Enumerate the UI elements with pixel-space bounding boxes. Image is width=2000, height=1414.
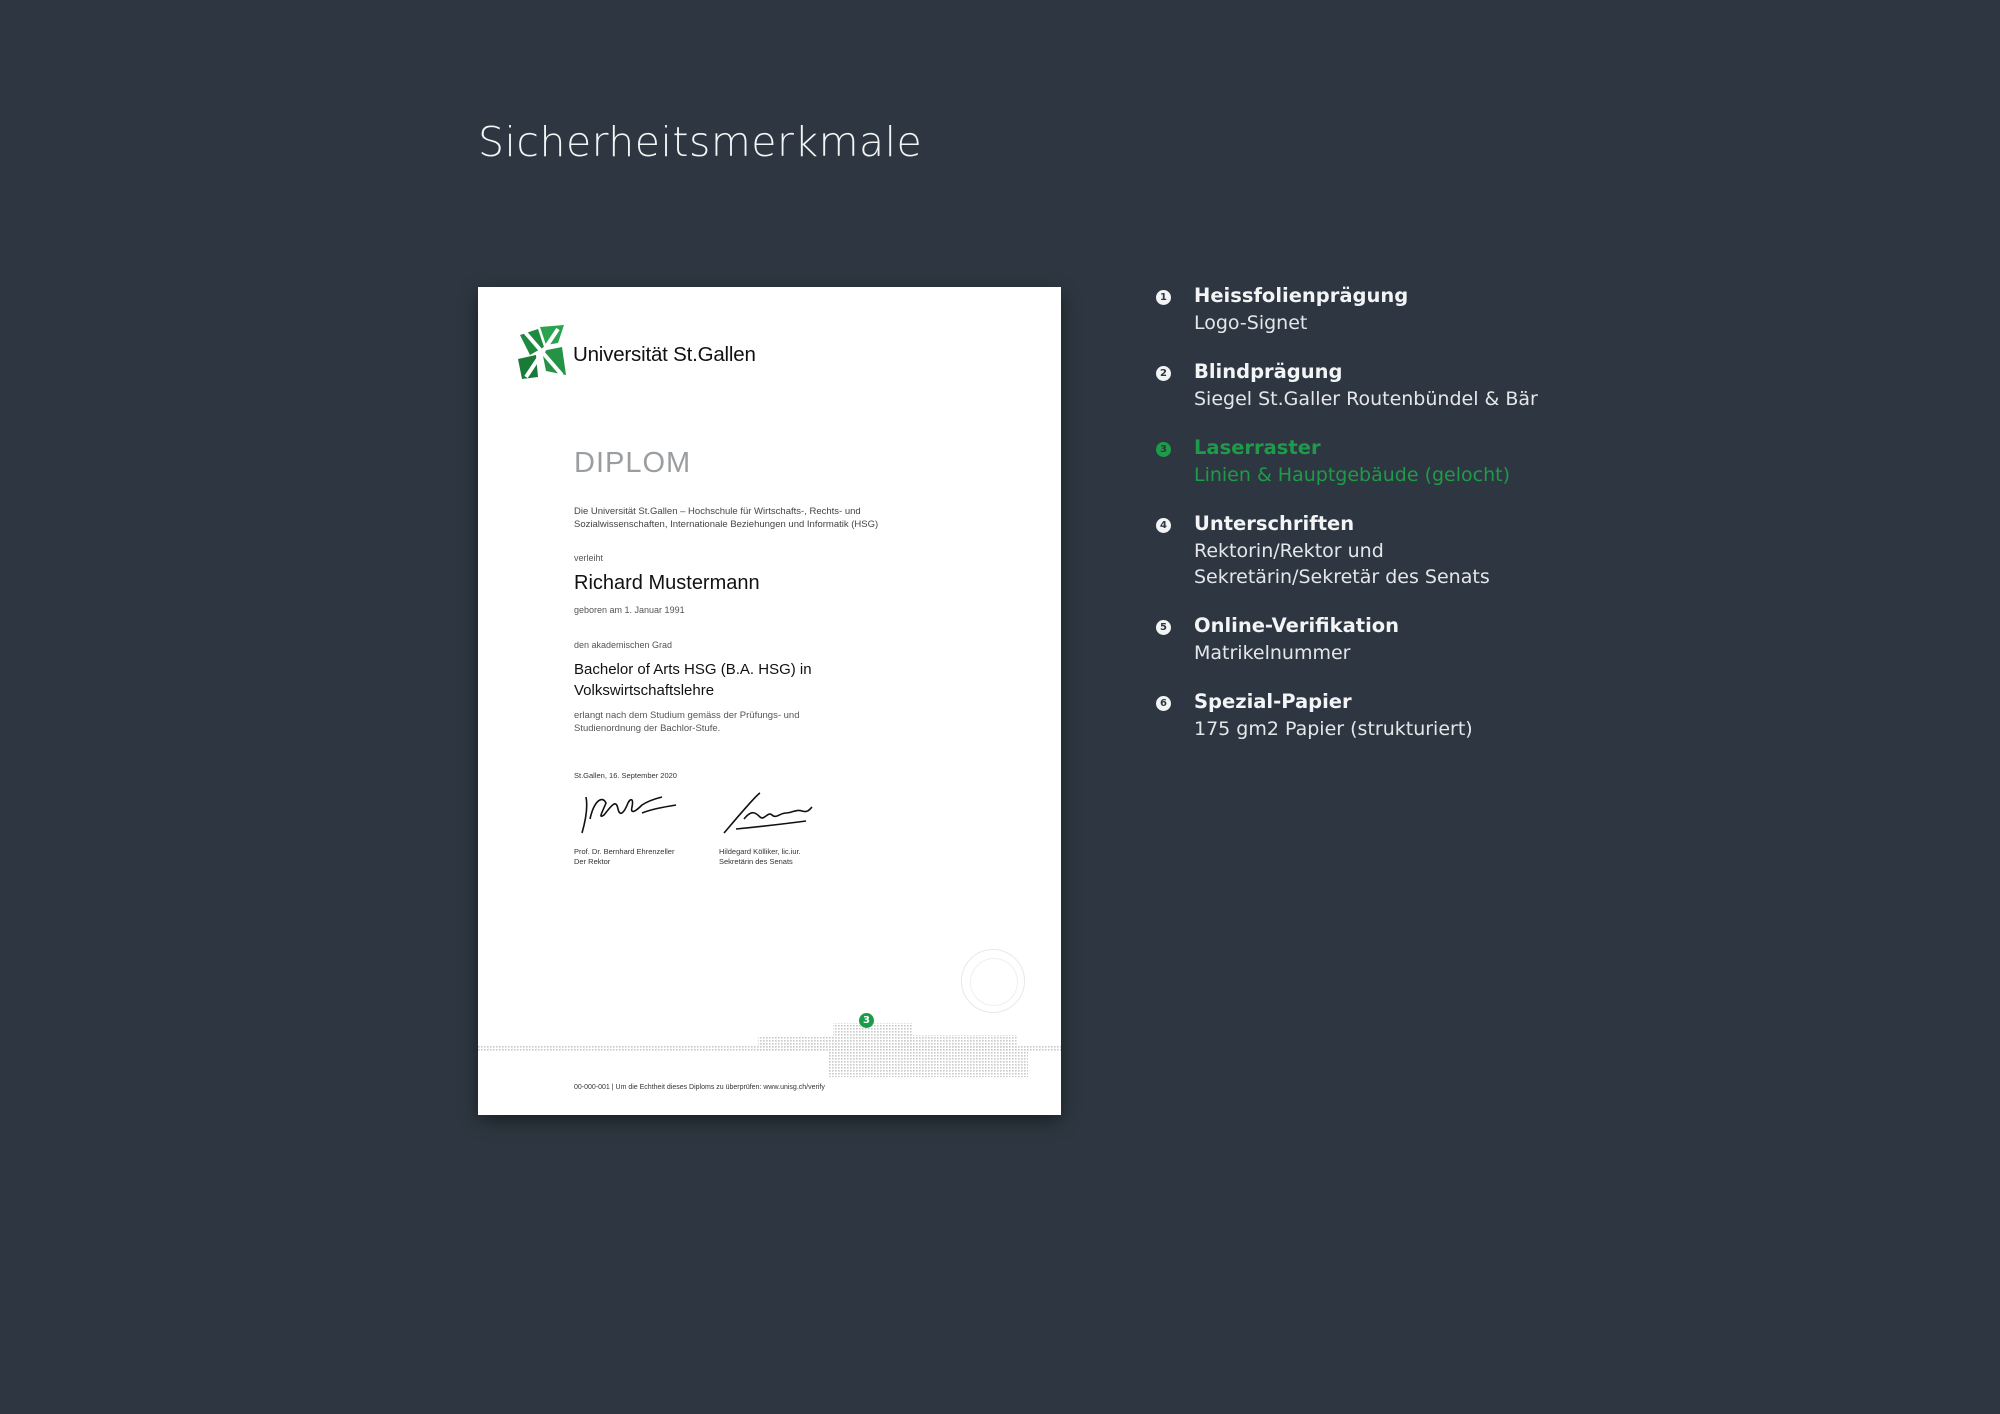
feature-title: Laserraster xyxy=(1194,436,1321,459)
number-6-icon: 6 xyxy=(1156,696,1171,711)
logo-text: Universität St.Gallen xyxy=(573,343,756,366)
feature-title: Blindprägung xyxy=(1194,360,1343,383)
feature-description-line: Siegel St.Galler Routenbündel & Bär xyxy=(1194,388,1538,410)
university-logo xyxy=(518,325,778,389)
feature-description xyxy=(1194,462,1510,488)
laser-raster-marker: 3 xyxy=(859,1013,874,1028)
diploma-heading: DIPLOM xyxy=(574,447,692,479)
senate-secretary-signature xyxy=(716,789,816,839)
seal-inner-ring xyxy=(970,958,1018,1006)
laser-raster-building xyxy=(478,1007,1061,1077)
feature-title: Heissfolienprägung xyxy=(1194,284,1409,307)
rector-role: Der Rektor xyxy=(574,857,611,866)
feature-title: Unterschriften xyxy=(1194,512,1355,535)
number-1-icon: 1 xyxy=(1156,290,1171,305)
degree-label: den akademischen Grad xyxy=(574,640,673,650)
feature-title: Spezial-Papier xyxy=(1194,690,1352,713)
feature-description xyxy=(1194,538,1490,590)
degree-title: Bachelor of Arts HSG (B.A. HSG) in Volkswirtschaftslehre xyxy=(574,661,812,699)
number-5-icon: 5 xyxy=(1156,620,1171,635)
number-2-icon: 2 xyxy=(1156,366,1171,381)
secretary-name xyxy=(719,847,839,867)
feature-title: Online-Verifikation xyxy=(1194,614,1400,637)
feature-description-line: Matrikelnummer xyxy=(1194,642,1351,664)
rector-name-line: Prof. Dr. Bernhard Ehrenzeller xyxy=(574,847,675,856)
blind-embossed-seal xyxy=(961,949,1025,1013)
degree-conditions: erlangt nach dem Studium gemäss der Prüfungs- und Studienordnung der Bachlor-Stufe. xyxy=(574,710,800,734)
issue-date: St.Gallen, 16. September 2020 xyxy=(574,771,677,780)
feature-description xyxy=(1194,640,1350,666)
feature-description-line: Logo-Signet xyxy=(1194,312,1308,334)
feature-description xyxy=(1194,716,1473,742)
number-4-icon: 4 xyxy=(1156,518,1171,533)
feature-description-line: Rektorin/Rektor und xyxy=(1194,540,1384,562)
secretary-role: Sekretärin des Senats xyxy=(719,857,793,866)
feature-description-line: 175 gm2 Papier (strukturiert) xyxy=(1194,718,1473,740)
graduate-name: Richard Mustermann xyxy=(574,572,760,594)
feature-description xyxy=(1194,386,1538,412)
feature-description xyxy=(1194,310,1307,336)
diploma-intro: Die Universität St.Gallen – Hochschule für Wirtschafts-, Rechts- und Sozialwissenschaften, Internationale Beziehungen und Informatik (HSG) xyxy=(574,506,879,530)
diploma-document xyxy=(478,287,1061,1115)
number-3-icon: 3 xyxy=(1156,442,1171,457)
rector-signature xyxy=(572,789,682,839)
rector-name xyxy=(574,847,694,867)
feature-description-line: Sekretärin/Sekretär des Senats xyxy=(1194,566,1490,588)
hsg-logo-signet-icon xyxy=(518,325,568,381)
verleiht-label: verleiht xyxy=(574,553,604,563)
verification-footer: 00-000-001 | Um die Echtheit dieses Diploms zu überprüfen: www.unisg.ch/verify xyxy=(574,1084,825,1091)
page-title: Sicherheitsmerkmale xyxy=(478,118,923,166)
secretary-name-line: Hildegard Kölliker, lic.iur. xyxy=(719,847,801,856)
birth-date: geboren am 1. Januar 1991 xyxy=(574,605,685,615)
feature-description-line: Linien & Hauptgebäude (gelocht) xyxy=(1194,464,1510,486)
